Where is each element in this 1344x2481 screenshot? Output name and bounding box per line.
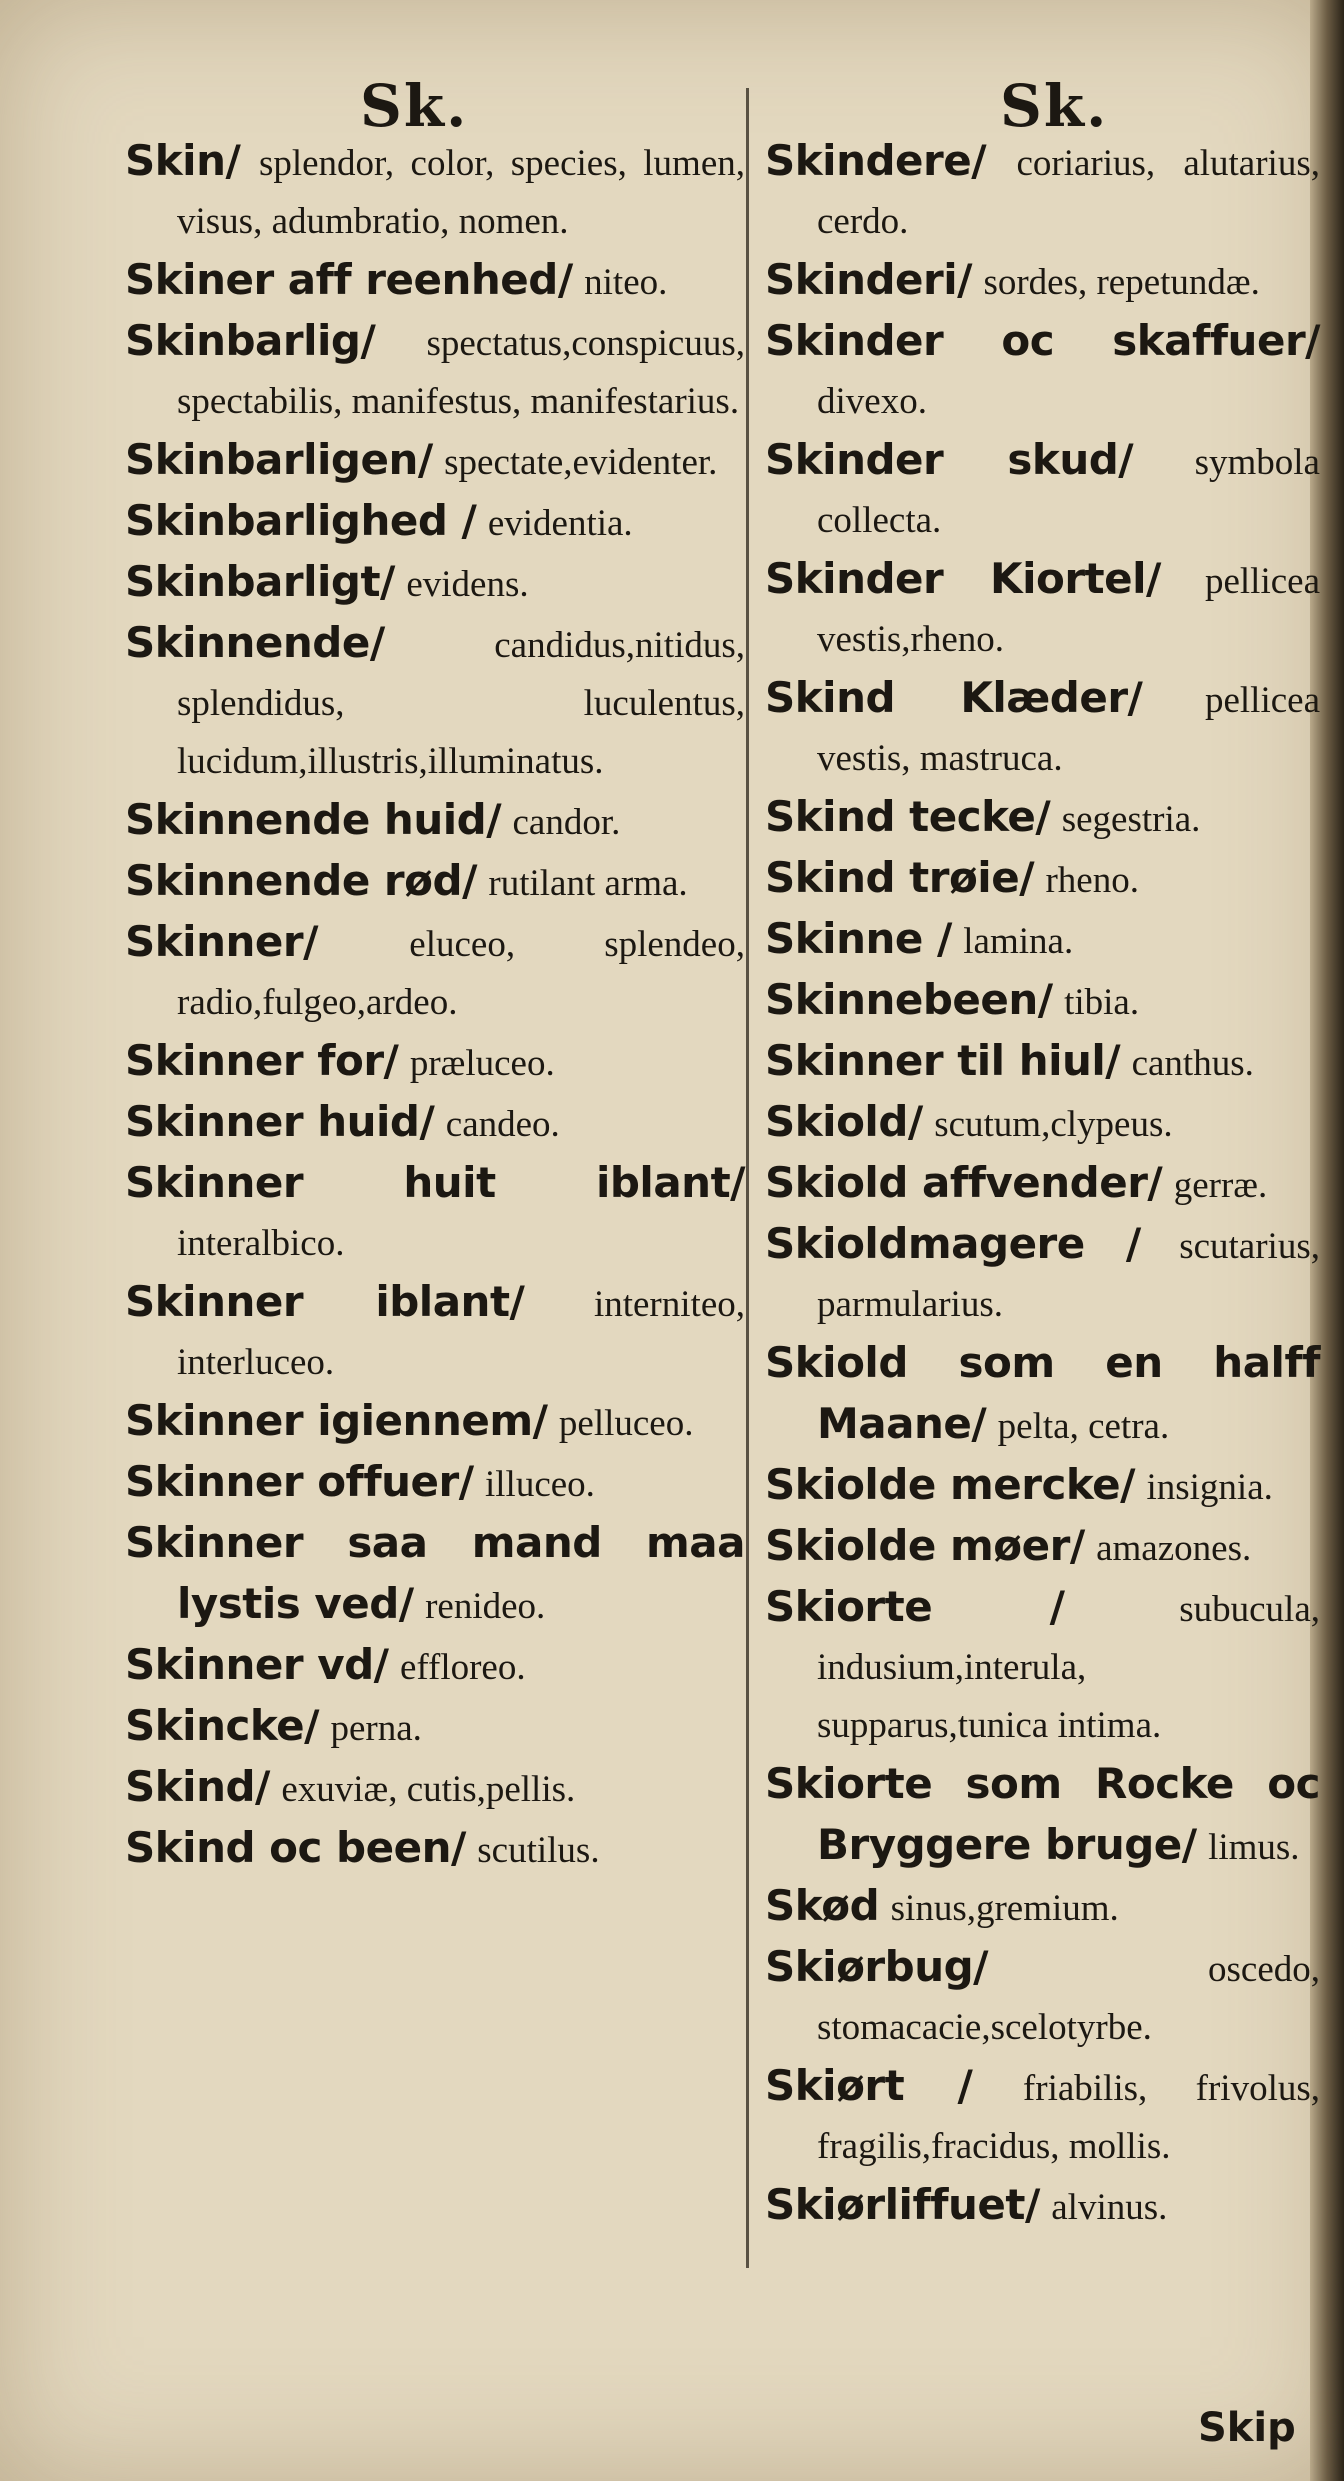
dictionary-entry <box>765 1517 1320 1578</box>
entry-headword: Skinner til hiul/ <box>765 1036 1121 1085</box>
entry-definition: rheno. <box>1045 860 1139 901</box>
entry-definition: insignia. <box>1146 1467 1273 1508</box>
entry-headword: Skinner igiennem/ <box>125 1396 548 1445</box>
entry-definition: exuviæ, cutis,pellis. <box>281 1769 576 1810</box>
entry-definition: interniteo, interluceo. <box>177 1284 745 1383</box>
entry-headword: Skinder oc skaffuer/ <box>765 316 1320 365</box>
entry-definition: tibia. <box>1064 982 1140 1023</box>
dictionary-entry <box>765 788 1320 849</box>
entry-definition: coriarius, alutarius, cerdo. <box>817 143 1320 242</box>
entry-headword: Skinbarlighed / <box>125 496 477 545</box>
entry-definition: limus. <box>1208 1827 1300 1868</box>
entry-headword: Skind Klæder/ <box>765 673 1143 722</box>
dictionary-entry <box>125 312 745 431</box>
dictionary-entry <box>125 1514 745 1636</box>
dictionary-entry <box>765 2176 1320 2237</box>
dictionary-entry <box>765 1877 1320 1938</box>
column-divider <box>746 88 749 2268</box>
entry-headword: Skiold affvender/ <box>765 1158 1163 1207</box>
dictionary-entry <box>125 1636 745 1697</box>
entry-definition: segestria. <box>1061 799 1201 840</box>
dictionary-entry <box>765 312 1320 431</box>
entry-headword: Skød <box>765 1881 880 1930</box>
entry-definition: effloreo. <box>399 1647 526 1688</box>
dictionary-entry <box>765 1755 1320 1877</box>
entry-definition: divexo. <box>817 381 927 422</box>
entry-headword: Skinner for/ <box>125 1036 399 1085</box>
entry-headword: Skinbarligen/ <box>125 435 433 484</box>
entry-definition: interalbico. <box>177 1223 345 1264</box>
dictionary-entry <box>765 1032 1320 1093</box>
entry-headword: Skinderi/ <box>765 255 972 304</box>
entry-definition: alvinus. <box>1051 2187 1168 2228</box>
dictionary-entry <box>125 1273 745 1392</box>
dictionary-entry <box>765 910 1320 971</box>
dictionary-entry <box>765 1334 1320 1456</box>
entry-definition: evidens. <box>406 564 529 605</box>
entry-definition: candor. <box>512 802 621 843</box>
entry-definition: lamina. <box>963 921 1074 962</box>
left-column <box>125 132 745 1880</box>
entry-headword: Skiolde møer/ <box>765 1521 1085 1570</box>
dictionary-entry <box>125 1392 745 1453</box>
entry-definition: symbola collecta. <box>817 442 1320 541</box>
entry-headword: Skinner/ <box>125 917 318 966</box>
entry-definition: candeo. <box>445 1104 560 1145</box>
entry-definition: scutum,clypeus. <box>934 1104 1173 1145</box>
entry-headword: Skinner offuer/ <box>125 1457 474 1506</box>
entry-headword: Skinner huit iblant/ <box>125 1158 745 1207</box>
entry-headword: Skiørt / <box>765 2061 973 2110</box>
entry-definition: gerræ. <box>1173 1165 1268 1206</box>
entry-headword: Skinder skud/ <box>765 435 1134 484</box>
right-column <box>765 132 1320 2237</box>
dictionary-entry <box>125 431 745 492</box>
entry-definition: niteo. <box>584 262 668 303</box>
catchword: Skip <box>1198 2405 1296 2451</box>
entry-headword: Skiold som en halff Maane/ <box>765 1338 1320 1448</box>
entry-headword: Skincke/ <box>125 1701 320 1750</box>
entry-definition: evidentia. <box>487 503 633 544</box>
entry-headword: Skiorte som Rocke oc Bryggere bruge/ <box>765 1759 1320 1869</box>
dictionary-entry <box>125 251 745 312</box>
entry-definition: amazones. <box>1096 1528 1252 1569</box>
dictionary-entry <box>125 1758 745 1819</box>
dictionary-entry <box>765 1578 1320 1755</box>
entry-headword: Skinnende rød/ <box>125 856 477 905</box>
dictionary-entry <box>125 553 745 614</box>
entry-headword: Skinnebeen/ <box>765 975 1053 1024</box>
entry-definition: præluceo. <box>409 1043 555 1084</box>
entry-headword: Skindere/ <box>765 136 987 185</box>
entry-definition: renideo. <box>425 1586 546 1627</box>
dictionary-entry <box>765 849 1320 910</box>
dictionary-entry <box>125 492 745 553</box>
entry-headword: Skinner vd/ <box>125 1640 389 1689</box>
entry-headword: Skiørbug/ <box>765 1942 989 1991</box>
entry-headword: Skinner huid/ <box>125 1097 435 1146</box>
dictionary-entry <box>765 669 1320 788</box>
entry-headword: Skind oc been/ <box>125 1823 466 1872</box>
entry-definition: pelta, cetra. <box>997 1406 1170 1447</box>
entry-definition: subucula, indusium,interula, supparus,tunica intima. <box>817 1589 1320 1746</box>
dictionary-entry <box>125 1093 745 1154</box>
dictionary-entry <box>765 132 1320 251</box>
dictionary-entry <box>765 1215 1320 1334</box>
dictionary-entry <box>125 852 745 913</box>
entry-definition: scutarius, parmularius. <box>817 1226 1320 1325</box>
entry-definition: sordes, repetundæ. <box>983 262 1260 303</box>
entry-definition: pellicea vestis, mastruca. <box>817 680 1320 779</box>
entry-headword: Skiørliffuet/ <box>765 2180 1040 2229</box>
right-column-header: Sk. <box>1000 72 1109 140</box>
dictionary-entry <box>125 132 745 251</box>
entry-definition: illuceo. <box>485 1464 595 1505</box>
entry-headword: Skiorte / <box>765 1582 1065 1631</box>
dictionary-entry <box>765 550 1320 669</box>
entry-headword: Skinbarlig/ <box>125 316 376 365</box>
left-column-header: Sk. <box>360 72 469 140</box>
entry-definition: perna. <box>330 1708 422 1749</box>
entry-headword: Skin/ <box>125 136 241 185</box>
dictionary-entry <box>125 1453 745 1514</box>
entry-headword: Skind/ <box>125 1762 270 1811</box>
entry-headword: Skinner iblant/ <box>125 1277 525 1326</box>
dictionary-entry <box>125 1032 745 1093</box>
entry-definition: friabilis, frivolus, fragilis,fracidus, mollis. <box>817 2068 1320 2167</box>
entry-definition: pellicea vestis,rheno. <box>817 561 1320 660</box>
dictionary-entry <box>765 1938 1320 2057</box>
dictionary-entry <box>125 1154 745 1273</box>
dictionary-entry <box>765 1154 1320 1215</box>
entry-definition: spectate,evidenter. <box>444 442 718 483</box>
entry-headword: Skinder Kiortel/ <box>765 554 1161 603</box>
dictionary-entry <box>125 913 745 1032</box>
entry-headword: Skinnende huid/ <box>125 795 502 844</box>
dictionary-entry <box>765 251 1320 312</box>
entry-definition: splendor, color, species, lumen, visus, adumbratio, nomen. <box>177 143 745 242</box>
dictionary-entry <box>125 1819 745 1880</box>
dictionary-entry <box>765 2057 1320 2176</box>
entry-headword: Skinner saa mand maa lystis ved/ <box>125 1518 745 1628</box>
entry-definition: spectatus,conspicuus, spectabilis, manifestus, manifestarius. <box>177 323 745 422</box>
entry-headword: Skiold/ <box>765 1097 923 1146</box>
dictionary-entry <box>125 614 745 791</box>
entry-definition: sinus,gremium. <box>890 1888 1119 1929</box>
entry-headword: Skinnende/ <box>125 618 385 667</box>
entry-definition: eluceo, splendeo, radio,fulgeo,ardeo. <box>177 924 745 1023</box>
dictionary-entry <box>765 1456 1320 1517</box>
dictionary-entry <box>125 791 745 852</box>
dictionary-entry <box>765 431 1320 550</box>
dictionary-entry <box>765 1093 1320 1154</box>
entry-headword: Skinne / <box>765 914 952 963</box>
entry-headword: Skinbarligt/ <box>125 557 395 606</box>
entry-definition: scutilus. <box>477 1830 600 1871</box>
entry-headword: Skind tecke/ <box>765 792 1051 841</box>
entry-definition: oscedo, stomacacie,scelotyrbe. <box>817 1949 1320 2048</box>
entry-definition: canthus. <box>1131 1043 1254 1084</box>
entry-definition: pelluceo. <box>558 1403 694 1444</box>
entry-headword: Skind trøie/ <box>765 853 1035 902</box>
entry-headword: Skioldmagere / <box>765 1219 1141 1268</box>
dictionary-entry <box>125 1697 745 1758</box>
entry-headword: Skiolde mercke/ <box>765 1460 1135 1509</box>
entry-definition: rutilant arma. <box>488 863 688 904</box>
entry-definition: candidus,nitidus, splendidus, luculentus, lucidum,illustris,illuminatus. <box>177 625 745 782</box>
dictionary-entry <box>765 971 1320 1032</box>
entry-headword: Skiner aff reenhed/ <box>125 255 573 304</box>
